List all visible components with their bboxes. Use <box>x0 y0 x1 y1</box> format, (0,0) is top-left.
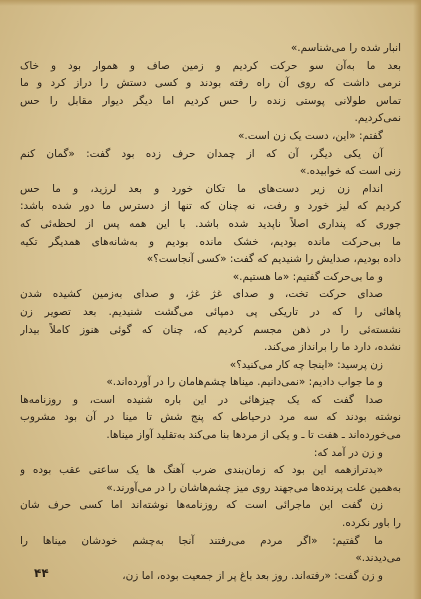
text-line: ما گفتیم: «اگر مردم می‌رفتند آنجا به‌چشم خودشان مینا‌ها را <box>20 534 383 547</box>
body-text <box>20 40 401 585</box>
text-line: جوری که پنداری اصلاً ناپدید شده باشد. با این همه پس از لحظه‌ئی که <box>20 217 401 230</box>
text-line: نوشته بودند که سه مرد درحیاطی که پنج شش تا مینا در آن بود مشروب <box>20 411 401 424</box>
text-line: نشده، دارد ما را برانداز می‌کند. <box>264 341 401 354</box>
text-line: کردیم که لیز خورد و رفت، نه چنان که تنها از دسترس ما دور شده باشد: <box>20 200 401 213</box>
text-line: و زن گفت: «رفته‌اند. روز بعد باغ پر از جمعیت بوده، اما زن، <box>122 569 383 582</box>
text-line: زنی است که خوابیده.» <box>299 165 401 178</box>
page-right-shadow <box>413 0 421 599</box>
text-line: می‌خورده‌اند ـ هفت تا ـ و یکی از مردها بنا می‌کند به‌تقلید آواز میناها. <box>106 429 401 442</box>
page-top-shadow <box>0 0 421 6</box>
text-line: نشسته‌ئی را در ذهن مجسم کردیم که، چنان که گوئی هنوز کاملاً بیدار <box>20 323 401 336</box>
text-line: آن یکی دیگر، آن که از چمدان حرف زده بود گفت: «گمان کنم <box>20 147 383 160</box>
text-line: پاهائی را که در تاریکی پی دمپائی می‌گشت شنیدیم. بعد تصویر زن <box>20 305 401 318</box>
text-line: و زن در آمد که: <box>313 446 383 459</box>
text-line: بعد ما به‌آن سو حرکت کردیم و زمین صاف و هموار بود و خاک <box>20 59 401 72</box>
text-line: صدا گفت که یک چیزهائی در این باره شنیده است، و روزنامه‌ها <box>20 393 383 406</box>
text-line: «بدترازهمه این بود که زمان‌بندی ضرب آهنگ ها یک ساعتی عقب بوده و <box>20 464 383 477</box>
text-line: صدای حرکت تخت، و صدای غژ غژ، و صدای به‌زمین کشیده شدن <box>20 288 383 301</box>
text-line: و ما بی‌حرکت گفتیم: «ما هستیم.» <box>232 270 383 283</box>
text-line: نمی‌کردیم. <box>354 112 401 125</box>
text-line: تماس طولانی پوستی زنده را حس کردیم اما دیگر دیوار مقابل را حس <box>20 94 401 107</box>
text-line: به‌همین علت پرنده‌ها می‌جهند روی میز چشم‌هاشان را در می‌آورند.» <box>106 481 401 494</box>
text-line: انبار شده را می‌شناسم.» <box>290 42 401 54</box>
text-line: داده بودیم، صدایش را شنیدیم که گفت: «کسی آنجاست؟» <box>146 253 401 266</box>
text-line: نرمی داشت که روی آن راه رفته بودند و کسی دستش را دراز کرد و ما <box>20 77 401 90</box>
text-line: زن گفت این ماجرائی است که روزنامه‌ها نوشته‌اند اما کسی حرف شان <box>20 499 383 512</box>
page-number: ۴۴ <box>34 566 49 580</box>
text-line: ما بی‌حرکت مانده بودیم، خشک مانده بودیم و به‌شانه‌های همدیگر تکیه <box>20 235 401 248</box>
text-line: را باور نکرده. <box>342 517 401 530</box>
text-line: اندام زن زیر دست‌های ما تکان خورد و بعد لرزید، و ما حس <box>20 182 383 195</box>
text-line: زن پرسید: «اینجا چه کار می‌کنید؟» <box>229 358 383 371</box>
text-line: گفتم: «این، دست یک زن است.» <box>237 129 383 142</box>
text-line: و ما جواب دادیم: «نمی‌دانیم. مینا‌ها چشم‌هامان را در آورده‌اند.» <box>106 376 383 389</box>
text-line: می‌دیدند.» <box>355 552 401 565</box>
